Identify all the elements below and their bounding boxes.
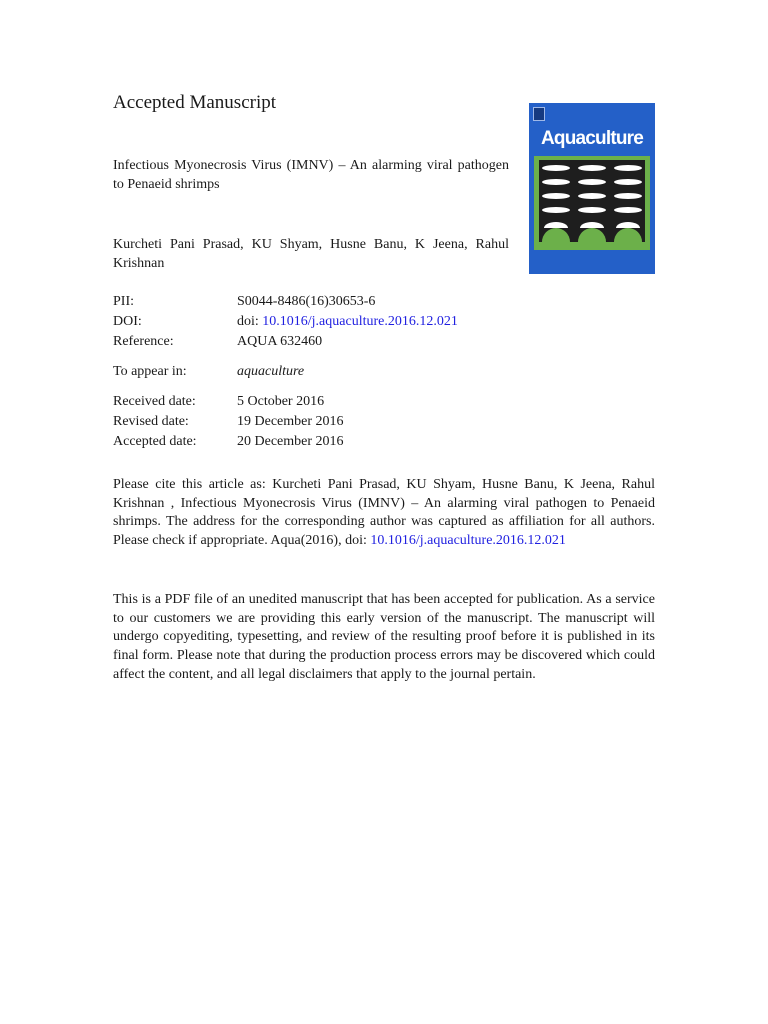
journal-cover: [529, 103, 655, 274]
received-value: 5 October 2016: [237, 394, 325, 409]
appear-row: [113, 362, 458, 382]
appear-value: aquaculture: [237, 364, 305, 379]
revised-label: Revised date:: [113, 414, 189, 429]
pii-label: PII:: [113, 294, 134, 309]
reference-value: AQUA 632460: [237, 334, 323, 349]
cover-artwork: [534, 156, 650, 250]
page-heading: Accepted Manuscript: [113, 92, 277, 113]
doi-value: [237, 312, 458, 332]
publication-notice: This is a PDF file of an unedited manuscript that has been accepted for publication. As a service to our customers we are providing this early version of the manuscript. The manuscript will undergo copyediting, typesetting, and review of the resulting proof before it is published in its final form. Please note that during the production process errors may be discovered which could affect the content, and all legal disclaimers that apply to the journal pertain.: [113, 592, 655, 682]
author-list: Kurcheti Pani Prasad, KU Shyam, Husne Banu, K Jeena, Rahul Krishnan: [113, 237, 509, 271]
received-row: [113, 392, 458, 412]
revised-row: [113, 412, 458, 432]
doi-link[interactable]: 10.1016/j.aquaculture.2016.12.021: [262, 314, 458, 329]
pii-value: S0044-8486(16)30653-6: [237, 294, 376, 309]
doi-row: [113, 312, 458, 332]
article-title: Infectious Myonecrosis Virus (IMNV) – An alarming viral pathogen to Penaeid shrimps: [113, 158, 509, 192]
doi-prefix: doi:: [237, 314, 259, 329]
accepted-label: Accepted date:: [113, 434, 197, 449]
citation-doi-link[interactable]: 10.1016/j.aquaculture.2016.12.021: [370, 533, 566, 549]
appear-label: To appear in:: [113, 364, 187, 379]
reference-label: Reference:: [113, 334, 174, 349]
cover-journal-name: Aquaculture: [540, 128, 644, 149]
pii-row: [113, 292, 458, 312]
revised-value: 19 December 2016: [237, 414, 344, 429]
accepted-value: 20 December 2016: [237, 434, 344, 449]
accepted-row: [113, 432, 458, 452]
citation-paragraph: [113, 476, 655, 551]
publisher-logo-icon: [533, 107, 545, 121]
doi-label: DOI:: [113, 314, 142, 329]
citation-text: Please cite this article as: Kurcheti Pani Prasad, KU Shyam, Husne Banu, K Jeena, Rahul Krishnan , Infectious Myonecrosis Virus (IMNV) – An alarming viral pathogen to Penaeid shrimps. The address for the corresponding author was captured as affiliation for all authors. Please check if appropriate. Aqua(2016), doi:: [113, 477, 655, 549]
received-label: Received date:: [113, 394, 196, 409]
reference-row: [113, 332, 458, 352]
manuscript-metadata: [113, 292, 458, 452]
